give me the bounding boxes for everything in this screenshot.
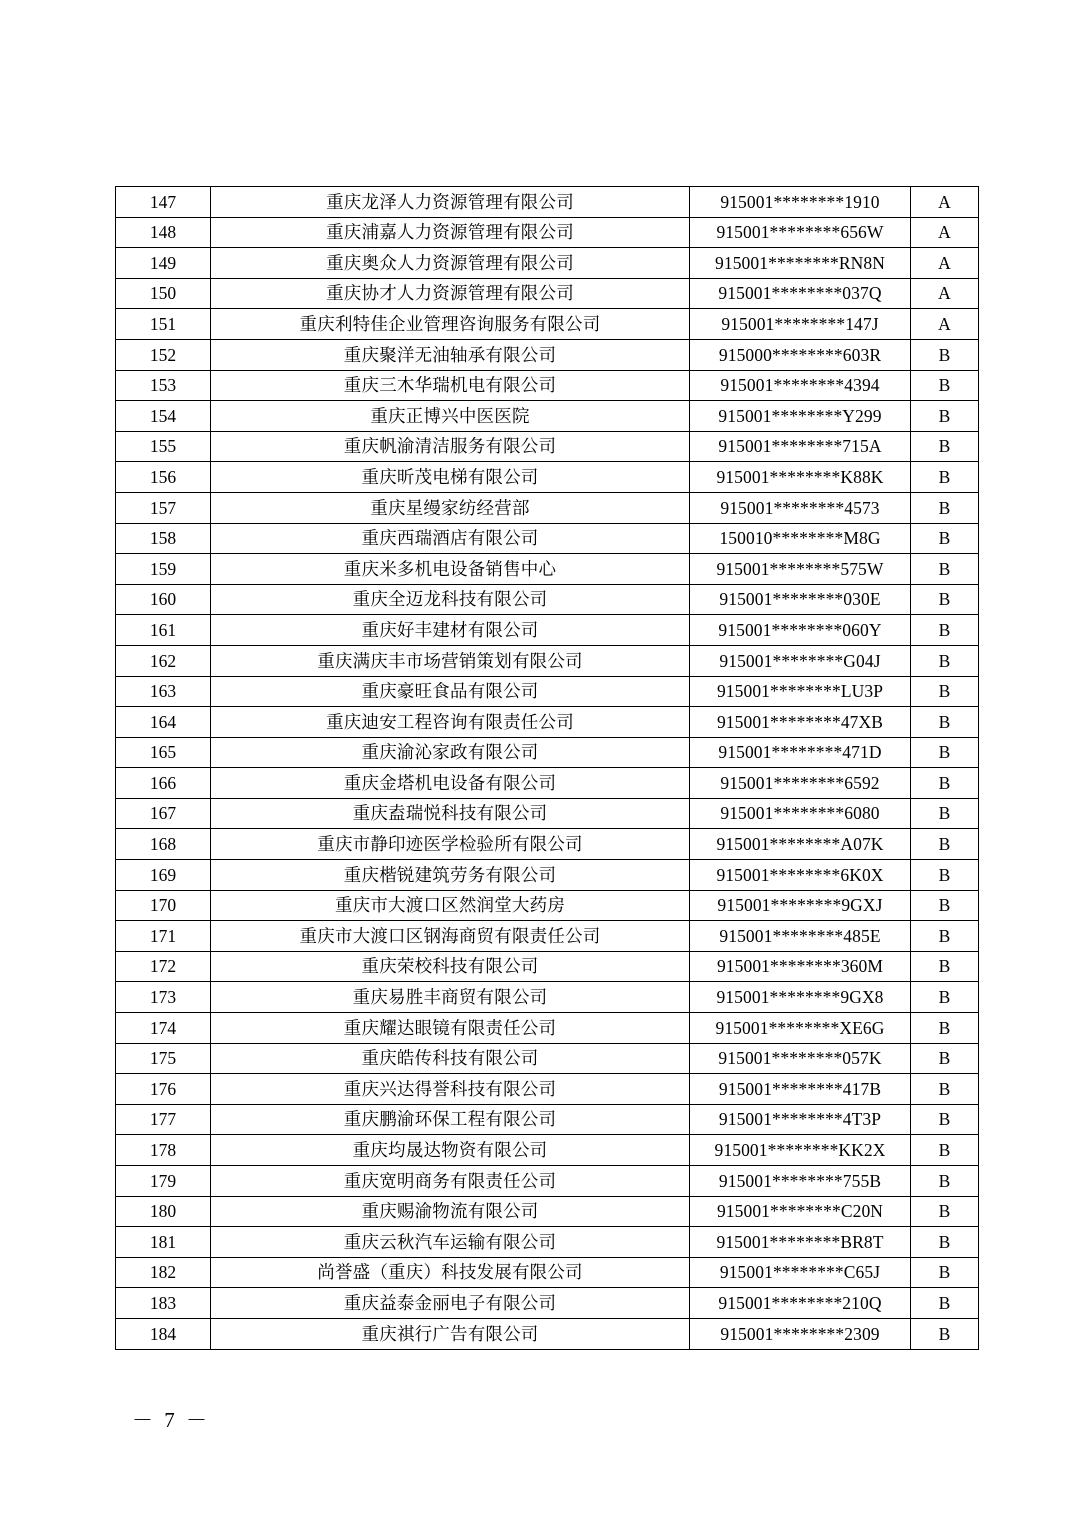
cell-grade: A	[911, 187, 979, 218]
cell-company-name: 重庆盍瑞悦科技有限公司	[211, 798, 690, 829]
cell-company-name: 重庆楷锐建筑劳务有限公司	[211, 860, 690, 891]
table-row	[116, 1196, 979, 1227]
cell-grade: B	[911, 370, 979, 401]
cell-company-name: 重庆赐渝物流有限公司	[211, 1196, 690, 1227]
cell-credit-code: 915001********485E	[690, 921, 911, 952]
cell-index: 170	[116, 890, 211, 921]
table-row	[116, 370, 979, 401]
cell-grade: B	[911, 1288, 979, 1319]
cell-index: 160	[116, 584, 211, 615]
cell-grade: B	[911, 401, 979, 432]
table-row	[116, 890, 979, 921]
cell-credit-code: 915001********656W	[690, 217, 911, 248]
cell-company-name: 重庆三木华瑞机电有限公司	[211, 370, 690, 401]
table-row	[116, 768, 979, 799]
table-row	[116, 798, 979, 829]
cell-company-name: 重庆昕茂电梯有限公司	[211, 462, 690, 493]
cell-index: 158	[116, 523, 211, 554]
cell-grade: B	[911, 951, 979, 982]
cell-company-name: 重庆星缦家纺经营部	[211, 492, 690, 523]
table-row	[116, 1257, 979, 1288]
cell-company-name: 重庆迪安工程咨询有限责任公司	[211, 707, 690, 738]
table-row	[116, 1288, 979, 1319]
cell-credit-code: 915001********147J	[690, 309, 911, 340]
cell-credit-code: 915001********9GX8	[690, 982, 911, 1013]
table-row	[116, 829, 979, 860]
cell-company-name: 重庆鹏渝环保工程有限公司	[211, 1104, 690, 1135]
cell-company-name: 重庆满庆丰市场营销策划有限公司	[211, 645, 690, 676]
cell-index: 151	[116, 309, 211, 340]
cell-index: 176	[116, 1074, 211, 1105]
table-row	[116, 462, 979, 493]
cell-index: 177	[116, 1104, 211, 1135]
cell-grade: B	[911, 1227, 979, 1258]
cell-credit-code: 915001********575W	[690, 554, 911, 585]
cell-index: 154	[116, 401, 211, 432]
cell-company-name: 重庆帆渝清洁服务有限公司	[211, 431, 690, 462]
cell-grade: B	[911, 982, 979, 1013]
cell-credit-code: 915001********K88K	[690, 462, 911, 493]
cell-index: 168	[116, 829, 211, 860]
cell-index: 182	[116, 1257, 211, 1288]
cell-credit-code: 915001********6080	[690, 798, 911, 829]
cell-index: 184	[116, 1318, 211, 1349]
cell-company-name: 重庆全迈龙科技有限公司	[211, 584, 690, 615]
cell-credit-code: 915001********G04J	[690, 645, 911, 676]
table-row	[116, 431, 979, 462]
cell-company-name: 重庆云秋汽车运输有限公司	[211, 1227, 690, 1258]
cell-index: 148	[116, 217, 211, 248]
cell-index: 178	[116, 1135, 211, 1166]
cell-company-name: 重庆兴达得誉科技有限公司	[211, 1074, 690, 1105]
cell-company-name: 重庆豪旺食品有限公司	[211, 676, 690, 707]
cell-grade: B	[911, 890, 979, 921]
cell-index: 180	[116, 1196, 211, 1227]
table-row	[116, 1013, 979, 1044]
cell-grade: B	[911, 1104, 979, 1135]
cell-index: 172	[116, 951, 211, 982]
cell-grade: B	[911, 523, 979, 554]
cell-grade: B	[911, 492, 979, 523]
cell-index: 175	[116, 1043, 211, 1074]
cell-company-name: 重庆耀达眼镜有限责任公司	[211, 1013, 690, 1044]
cell-index: 183	[116, 1288, 211, 1319]
cell-credit-code: 915001********471D	[690, 737, 911, 768]
cell-credit-code: 915001********Y299	[690, 401, 911, 432]
cell-company-name: 重庆渝沁家政有限公司	[211, 737, 690, 768]
cell-credit-code: 915001********4394	[690, 370, 911, 401]
table-row	[116, 339, 979, 370]
cell-credit-code: 915001********060Y	[690, 615, 911, 646]
cell-grade: B	[911, 737, 979, 768]
cell-credit-code: 915001********LU3P	[690, 676, 911, 707]
cell-credit-code: 915001********RN8N	[690, 248, 911, 279]
cell-index: 161	[116, 615, 211, 646]
cell-index: 156	[116, 462, 211, 493]
cell-credit-code: 915001********4T3P	[690, 1104, 911, 1135]
cell-grade: B	[911, 707, 979, 738]
cell-grade: B	[911, 921, 979, 952]
cell-company-name: 尚誉盛（重庆）科技发展有限公司	[211, 1257, 690, 1288]
cell-index: 181	[116, 1227, 211, 1258]
cell-grade: A	[911, 217, 979, 248]
cell-credit-code: 915001********A07K	[690, 829, 911, 860]
cell-credit-code: 915001********BR8T	[690, 1227, 911, 1258]
cell-grade: B	[911, 645, 979, 676]
cell-grade: A	[911, 248, 979, 279]
cell-grade: B	[911, 1318, 979, 1349]
cell-company-name: 重庆皓传科技有限公司	[211, 1043, 690, 1074]
cell-company-name: 重庆聚洋无油轴承有限公司	[211, 339, 690, 370]
cell-grade: B	[911, 431, 979, 462]
cell-index: 167	[116, 798, 211, 829]
cell-grade: B	[911, 768, 979, 799]
table-row	[116, 645, 979, 676]
cell-credit-code: 915001********715A	[690, 431, 911, 462]
cell-company-name: 重庆协才人力资源管理有限公司	[211, 278, 690, 309]
page-number: － 7 －	[132, 1408, 210, 1432]
cell-grade: B	[911, 462, 979, 493]
table-row	[116, 860, 979, 891]
table-row	[116, 615, 979, 646]
cell-grade: B	[911, 1013, 979, 1044]
cell-grade: B	[911, 615, 979, 646]
cell-index: 166	[116, 768, 211, 799]
table-row	[116, 217, 979, 248]
cell-company-name: 重庆市静印迹医学检验所有限公司	[211, 829, 690, 860]
table-row	[116, 676, 979, 707]
cell-company-name: 重庆好丰建材有限公司	[211, 615, 690, 646]
cell-grade: B	[911, 1166, 979, 1197]
cell-credit-code: 915001********C20N	[690, 1196, 911, 1227]
cell-grade: B	[911, 554, 979, 585]
table-row	[116, 584, 979, 615]
cell-index: 165	[116, 737, 211, 768]
cell-company-name: 重庆金塔机电设备有限公司	[211, 768, 690, 799]
cell-index: 164	[116, 707, 211, 738]
cell-index: 173	[116, 982, 211, 1013]
cell-credit-code: 915001********4573	[690, 492, 911, 523]
table-row	[116, 187, 979, 218]
table-row	[116, 982, 979, 1013]
table-row	[116, 492, 979, 523]
cell-credit-code: 915001********47XB	[690, 707, 911, 738]
table-row	[116, 1104, 979, 1135]
cell-index: 163	[116, 676, 211, 707]
cell-credit-code: 915001********6K0X	[690, 860, 911, 891]
cell-grade: B	[911, 1043, 979, 1074]
table-row	[116, 921, 979, 952]
cell-grade: A	[911, 309, 979, 340]
cell-credit-code: 915001********C65J	[690, 1257, 911, 1288]
cell-credit-code: 915001********6592	[690, 768, 911, 799]
cell-company-name: 重庆米多机电设备销售中心	[211, 554, 690, 585]
cell-company-name: 重庆利特佳企业管理咨询服务有限公司	[211, 309, 690, 340]
cell-credit-code: 915001********9GXJ	[690, 890, 911, 921]
cell-credit-code: 915001********1910	[690, 187, 911, 218]
table-row	[116, 523, 979, 554]
cell-grade: B	[911, 1257, 979, 1288]
company-table-wrapper	[115, 186, 960, 1350]
cell-credit-code: 150010********M8G	[690, 523, 911, 554]
table-row	[116, 309, 979, 340]
cell-grade: A	[911, 278, 979, 309]
table-row	[116, 951, 979, 982]
cell-index: 159	[116, 554, 211, 585]
cell-grade: B	[911, 584, 979, 615]
table-row	[116, 1074, 979, 1105]
cell-credit-code: 915001********2309	[690, 1318, 911, 1349]
cell-credit-code: 915001********KK2X	[690, 1135, 911, 1166]
cell-grade: B	[911, 829, 979, 860]
cell-credit-code: 915001********210Q	[690, 1288, 911, 1319]
company-list-table	[115, 186, 979, 1350]
cell-index: 179	[116, 1166, 211, 1197]
cell-index: 174	[116, 1013, 211, 1044]
cell-company-name: 重庆易胜丰商贸有限公司	[211, 982, 690, 1013]
table-row	[116, 401, 979, 432]
cell-company-name: 重庆西瑞酒店有限公司	[211, 523, 690, 554]
cell-grade: B	[911, 1135, 979, 1166]
cell-credit-code: 915001********030E	[690, 584, 911, 615]
cell-index: 150	[116, 278, 211, 309]
cell-company-name: 重庆浦嘉人力资源管理有限公司	[211, 217, 690, 248]
table-row	[116, 248, 979, 279]
table-row	[116, 737, 979, 768]
cell-company-name: 重庆均晟达物资有限公司	[211, 1135, 690, 1166]
cell-company-name: 重庆正博兴中医医院	[211, 401, 690, 432]
cell-grade: B	[911, 676, 979, 707]
cell-grade: B	[911, 1074, 979, 1105]
cell-company-name: 重庆益泰金丽电子有限公司	[211, 1288, 690, 1319]
cell-grade: B	[911, 1196, 979, 1227]
cell-grade: B	[911, 798, 979, 829]
table-row	[116, 1166, 979, 1197]
table-row	[116, 707, 979, 738]
cell-index: 157	[116, 492, 211, 523]
cell-credit-code: 915000********603R	[690, 339, 911, 370]
cell-company-name: 重庆市大渡口区然润堂大药房	[211, 890, 690, 921]
table-row	[116, 1135, 979, 1166]
table-row	[116, 1043, 979, 1074]
table-row	[116, 278, 979, 309]
cell-index: 153	[116, 370, 211, 401]
cell-company-name: 重庆龙泽人力资源管理有限公司	[211, 187, 690, 218]
cell-credit-code: 915001********755B	[690, 1166, 911, 1197]
cell-company-name: 重庆宽明商务有限责任公司	[211, 1166, 690, 1197]
cell-company-name: 重庆奥众人力资源管理有限公司	[211, 248, 690, 279]
cell-credit-code: 915001********037Q	[690, 278, 911, 309]
cell-grade: B	[911, 860, 979, 891]
cell-index: 171	[116, 921, 211, 952]
cell-company-name: 重庆祺行广告有限公司	[211, 1318, 690, 1349]
cell-company-name: 重庆市大渡口区钢海商贸有限责任公司	[211, 921, 690, 952]
cell-company-name: 重庆荣校科技有限公司	[211, 951, 690, 982]
cell-index: 169	[116, 860, 211, 891]
cell-index: 162	[116, 645, 211, 676]
cell-grade: B	[911, 339, 979, 370]
cell-index: 152	[116, 339, 211, 370]
cell-credit-code: 915001********XE6G	[690, 1013, 911, 1044]
cell-index: 149	[116, 248, 211, 279]
cell-index: 147	[116, 187, 211, 218]
cell-credit-code: 915001********360M	[690, 951, 911, 982]
cell-index: 155	[116, 431, 211, 462]
cell-credit-code: 915001********417B	[690, 1074, 911, 1105]
cell-credit-code: 915001********057K	[690, 1043, 911, 1074]
table-row	[116, 1227, 979, 1258]
table-row	[116, 554, 979, 585]
table-row	[116, 1318, 979, 1349]
